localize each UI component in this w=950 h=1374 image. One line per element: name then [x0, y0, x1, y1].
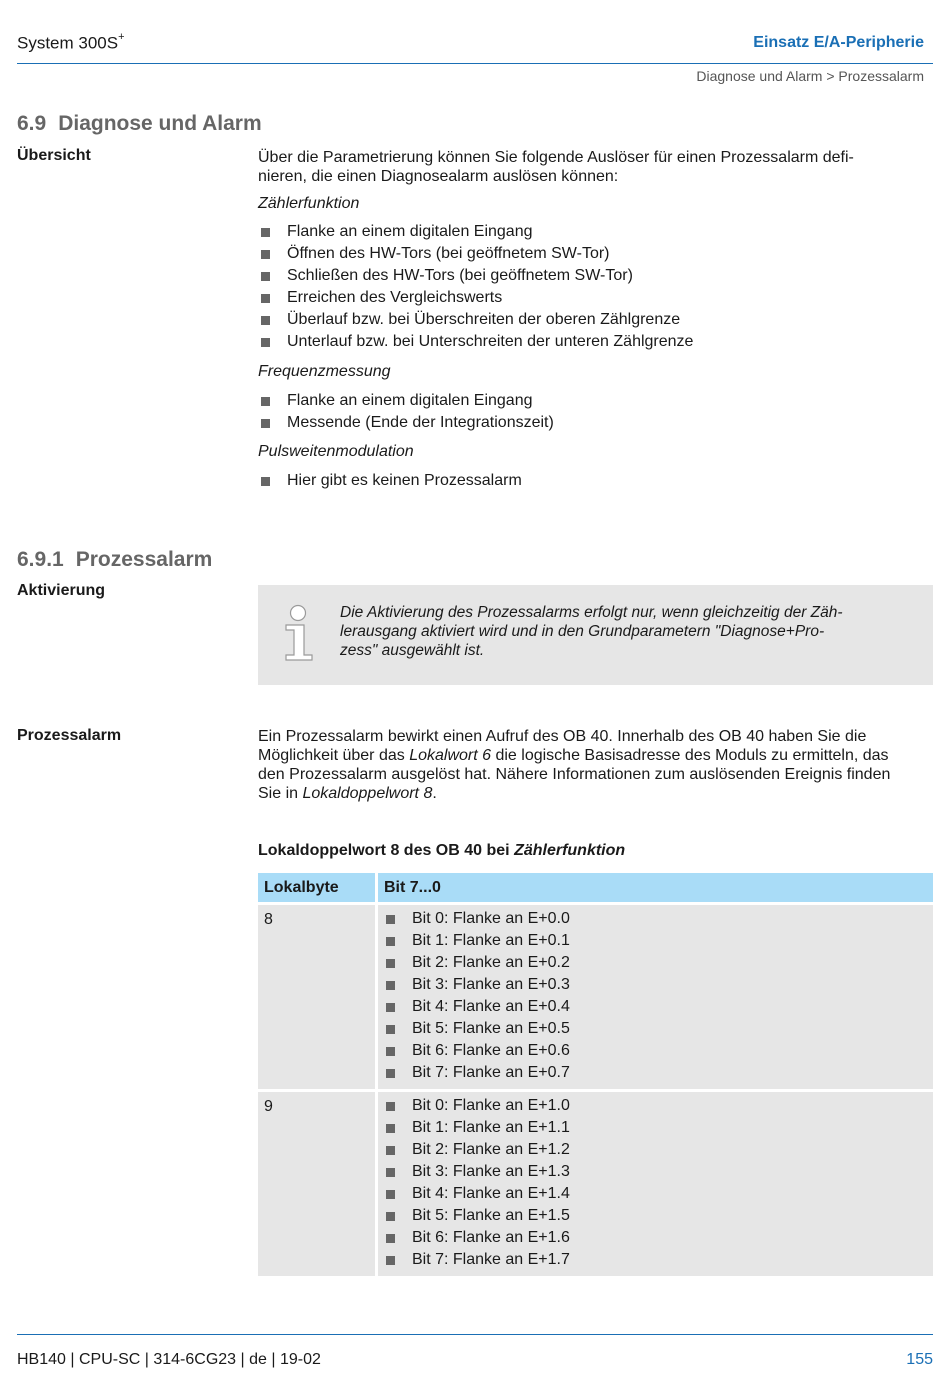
frequency-trigger-list [258, 390, 554, 434]
list-item: Bit 0: Flanke an E+1.0 [378, 1095, 933, 1117]
table-title: Lokaldoppelwort 8 des OB 40 bei Zählerfunktion [258, 842, 626, 859]
square-bullet-icon [261, 397, 270, 406]
table-cell-bits [378, 1092, 933, 1276]
list-item: Flanke an einem digitalen Eingang [258, 390, 554, 412]
square-bullet-icon [386, 1003, 395, 1012]
intro-paragraph: Über die Parametrierung können Sie folgende Auslöser für einen Prozessalarm defi- nieren, die einen Diagnosealarm auslösen können: [258, 149, 854, 185]
square-bullet-icon [261, 294, 270, 303]
bit-list [378, 1092, 933, 1271]
table-cell-bits [378, 905, 933, 1089]
list-item: Bit 7: Flanke an E+1.7 [378, 1249, 933, 1271]
table-header-byte: Lokalbyte [258, 873, 375, 902]
square-bullet-icon [261, 338, 270, 347]
list-item: Bit 5: Flanke an E+1.5 [378, 1205, 933, 1227]
info-note [258, 585, 933, 685]
group-title-frequency: Frequenzmessung [258, 363, 391, 380]
list-item: Öffnen des HW-Tors (bei geöffnetem SW-Tor) [258, 243, 693, 265]
square-bullet-icon [261, 316, 270, 325]
list-item: Bit 3: Flanke an E+0.3 [378, 974, 933, 996]
pwm-trigger-list [258, 470, 522, 492]
list-item: Bit 4: Flanke an E+0.4 [378, 996, 933, 1018]
list-item: Bit 6: Flanke an E+1.6 [378, 1227, 933, 1249]
list-item: Bit 7: Flanke an E+0.7 [378, 1062, 933, 1084]
group-title-pwm: Pulsweitenmodulation [258, 443, 414, 460]
activation-label: Aktivierung [17, 582, 106, 599]
square-bullet-icon [386, 1190, 395, 1199]
square-bullet-icon [386, 1047, 395, 1056]
list-item: Bit 5: Flanke an E+0.5 [378, 1018, 933, 1040]
info-icon [282, 603, 318, 663]
counter-trigger-list [258, 221, 693, 353]
table-header-bits: Bit 7...0 [378, 873, 933, 902]
square-bullet-icon [386, 959, 395, 968]
table-cell-byte: 9 [258, 1092, 375, 1276]
list-item: Erreichen des Vergleichswerts [258, 287, 693, 309]
square-bullet-icon [261, 477, 270, 486]
process-alarm-label: Prozessalarm [17, 727, 122, 744]
table-cell-byte: 8 [258, 905, 375, 1089]
list-item: Bit 2: Flanke an E+0.2 [378, 952, 933, 974]
square-bullet-icon [386, 1146, 395, 1155]
bit-list [378, 905, 933, 1084]
list-item: Messende (Ende der Integrationszeit) [258, 412, 554, 434]
footer-document-id: HB140 | CPU-SC | 314-6CG23 | de | 19-02 [17, 1351, 321, 1368]
square-bullet-icon [386, 1102, 395, 1111]
square-bullet-icon [386, 937, 395, 946]
square-bullet-icon [386, 1168, 395, 1177]
document-title: System 300S+ [17, 31, 125, 53]
section-heading: 6.9 Diagnose und Alarm [17, 112, 262, 135]
breadcrumb: Diagnose und Alarm > Prozessalarm [696, 68, 924, 84]
page-number: 155 [906, 1351, 933, 1368]
subsection-heading: 6.9.1 Prozessalarm [17, 548, 213, 571]
list-item: Flanke an einem digitalen Eingang [258, 221, 693, 243]
square-bullet-icon [386, 1256, 395, 1265]
list-item: Bit 2: Flanke an E+1.2 [378, 1139, 933, 1161]
square-bullet-icon [261, 250, 270, 259]
overview-label: Übersicht [17, 147, 91, 164]
list-item: Unterlauf bzw. bei Unterschreiten der unteren Zählgrenze [258, 331, 693, 353]
list-item: Bit 4: Flanke an E+1.4 [378, 1183, 933, 1205]
list-item: Bit 1: Flanke an E+0.1 [378, 930, 933, 952]
list-item: Bit 3: Flanke an E+1.3 [378, 1161, 933, 1183]
list-item: Bit 0: Flanke an E+0.0 [378, 908, 933, 930]
square-bullet-icon [261, 272, 270, 281]
square-bullet-icon [386, 1124, 395, 1133]
square-bullet-icon [386, 915, 395, 924]
process-alarm-paragraph: Ein Prozessalarm bewirkt einen Aufruf des OB 40. Innerhalb des OB 40 haben Sie die Möglichkeit über das Lokalwort 6 die logische Basisadresse des Moduls zu ermitteln, das den Prozessalarm ausgelöst hat. Nähere Informationen zum auslösenden Ereignis finden Sie in Lokaldoppelwort 8. [258, 728, 891, 802]
list-item: Schließen des HW-Tors (bei geöffnetem SW-Tor) [258, 265, 693, 287]
square-bullet-icon [386, 1069, 395, 1078]
square-bullet-icon [261, 419, 270, 428]
list-item: Überlauf bzw. bei Überschreiten der oberen Zählgrenze [258, 309, 693, 331]
note-text: Die Aktivierung des Prozessalarms erfolgt nur, wenn gleichzeitig der Zäh- lerausgang aktiviert wird und in den Grundparametern "Diagnose+Pro- zess" ausgewählt ist. [340, 604, 843, 659]
footer-divider [17, 1334, 933, 1335]
square-bullet-icon [261, 228, 270, 237]
group-title-counter: Zählerfunktion [258, 195, 360, 212]
list-item: Bit 1: Flanke an E+1.1 [378, 1117, 933, 1139]
header-divider [17, 63, 933, 64]
square-bullet-icon [386, 1212, 395, 1221]
square-bullet-icon [386, 981, 395, 990]
square-bullet-icon [386, 1234, 395, 1243]
square-bullet-icon [386, 1025, 395, 1034]
list-item: Bit 6: Flanke an E+0.6 [378, 1040, 933, 1062]
chapter-title: Einsatz E/A-Peripherie [753, 34, 924, 51]
list-item: Hier gibt es keinen Prozessalarm [258, 470, 522, 492]
